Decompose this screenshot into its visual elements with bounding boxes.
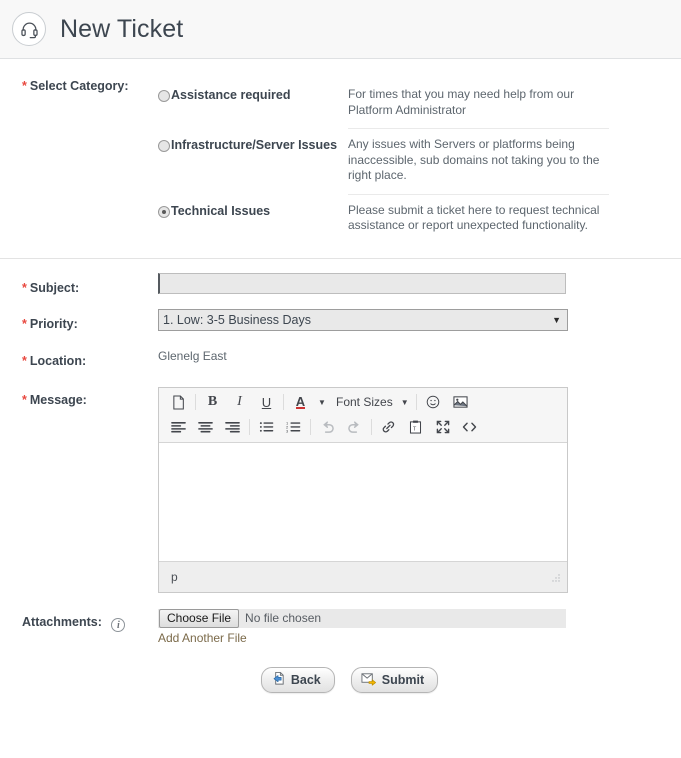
- editor-toolbar: [159, 388, 567, 443]
- toolbar-separator: [416, 394, 417, 410]
- toolbar-separator: [249, 419, 250, 435]
- italic-icon[interactable]: I: [237, 394, 242, 409]
- back-button-label: Back: [290, 672, 321, 687]
- category-option-row: [0, 129, 681, 195]
- emoticon-icon[interactable]: [420, 391, 447, 414]
- radio-infrastructure-server-issues[interactable]: [158, 140, 170, 152]
- headset-icon: [12, 12, 46, 46]
- page-title: New Ticket: [60, 14, 184, 43]
- insert-link-icon[interactable]: [375, 416, 402, 439]
- chevron-down-icon: ▼: [552, 314, 561, 325]
- category-description-technical: Please submit a ticket here to request technical assistance or report unexpected functionality.: [348, 202, 600, 232]
- subject-row: [0, 281, 681, 295]
- svg-text:2: 2: [286, 424, 289, 430]
- category-option-assistance[interactable]: [158, 79, 348, 102]
- no-file-chosen-text: No file chosen: [245, 611, 322, 625]
- priority-select[interactable]: [158, 309, 568, 331]
- submit-button-label: Submit: [381, 672, 425, 687]
- radio-assistance-required[interactable]: [158, 90, 170, 102]
- align-right-icon[interactable]: [219, 416, 246, 439]
- undo-icon[interactable]: [314, 416, 341, 439]
- font-sizes-chevron-down-icon[interactable]: ▼: [400, 397, 409, 407]
- toolbar-separator: [195, 394, 196, 410]
- category-label-technical: Technical Issues: [171, 203, 271, 218]
- editor-status-bar: [159, 561, 567, 592]
- svg-text:T: T: [412, 426, 417, 433]
- add-another-file-link[interactable]: Add Another File: [158, 630, 247, 645]
- toolbar-separator: [283, 394, 284, 410]
- category-option-technical[interactable]: [158, 195, 348, 218]
- font-sizes-label[interactable]: Font Sizes: [336, 395, 393, 409]
- source-code-icon[interactable]: [456, 416, 483, 439]
- info-icon[interactable]: i: [111, 618, 125, 632]
- text-color-chevron-down-icon[interactable]: ▼: [318, 397, 326, 407]
- location-label: * Location:: [22, 353, 87, 368]
- submit-button[interactable]: [351, 667, 438, 693]
- location-row: [0, 348, 681, 368]
- subject-label: * Subject:: [22, 280, 80, 295]
- insert-image-icon[interactable]: [447, 391, 474, 414]
- bold-icon[interactable]: B: [207, 394, 218, 409]
- required-marker: *: [22, 79, 27, 93]
- fullscreen-icon[interactable]: [429, 416, 456, 439]
- toolbar-separator: [371, 419, 372, 435]
- submit-envelope-icon: [361, 671, 377, 689]
- text-color-icon[interactable]: A: [295, 393, 306, 409]
- location-value: Glenelg East: [158, 348, 227, 363]
- priority-label: * Priority:: [22, 316, 78, 331]
- editor-body[interactable]: [159, 443, 567, 561]
- align-center-icon[interactable]: [192, 416, 219, 439]
- section-divider: [0, 258, 681, 259]
- rich-text-editor: [158, 387, 568, 593]
- category-label-infrastructure: Infrastructure/Server Issues: [171, 138, 338, 152]
- form-actions: [0, 667, 681, 693]
- priority-selected-value: 1. Low: 3-5 Business Days: [163, 312, 311, 327]
- subject-input[interactable]: [158, 273, 566, 294]
- toolbar-separator: [310, 419, 311, 435]
- svg-text:1: 1: [286, 421, 289, 426]
- underline-icon[interactable]: U: [261, 394, 272, 410]
- paste-as-text-icon[interactable]: [402, 416, 429, 439]
- radio-technical-issues[interactable]: [158, 206, 170, 218]
- page-header: [0, 0, 681, 59]
- back-button[interactable]: [261, 667, 335, 693]
- toolbar-row-2: [159, 415, 567, 440]
- resize-grip-icon[interactable]: [549, 571, 561, 583]
- choose-file-button[interactable]: Choose File: [159, 609, 239, 628]
- category-description-assistance: For times that you may need help from our Platform Administrator: [348, 79, 609, 129]
- element-path: p: [171, 569, 178, 584]
- category-section: [0, 59, 681, 245]
- redo-icon[interactable]: [341, 416, 368, 439]
- select-category-label: * Select Category:: [22, 79, 129, 93]
- new-document-icon[interactable]: [165, 391, 192, 414]
- priority-row: [0, 312, 681, 331]
- category-label-assistance: Assistance required: [171, 88, 291, 102]
- attachments-label: Attachments: i: [0, 615, 158, 633]
- attachments-row: [0, 610, 681, 647]
- toolbar-row-1: [159, 390, 567, 415]
- numbered-list-icon[interactable]: [280, 416, 307, 439]
- file-input-row[interactable]: [158, 609, 566, 628]
- category-option-infrastructure[interactable]: [158, 129, 348, 152]
- back-arrow-icon: [271, 671, 286, 689]
- category-description-infrastructure: Any issues with Servers or platforms being inaccessible, sub domains not taking you to the right place.: [348, 129, 609, 195]
- bullet-list-icon[interactable]: [253, 416, 280, 439]
- svg-text:3: 3: [286, 428, 289, 433]
- new-ticket-form: [0, 59, 681, 693]
- category-option-row: [0, 195, 681, 245]
- message-row: [0, 393, 681, 593]
- category-option-row: [0, 79, 681, 129]
- align-left-icon[interactable]: [165, 416, 192, 439]
- message-label: * Message:: [22, 392, 87, 407]
